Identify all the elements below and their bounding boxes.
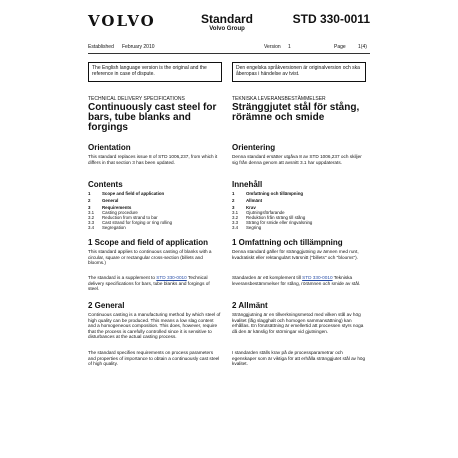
english-scope-heading: 1 Scope and field of application <box>88 238 209 247</box>
swedish-supplement-text-post: Tekniska leveransbestämmelser för stång, rörämnen och smide av stål. <box>232 275 361 286</box>
toc-entry-title: Cast strand for forging or ring rolling <box>102 220 173 225</box>
toc-entry-title: Gjutningsförfarande <box>246 210 285 215</box>
swedish-contents-heading: Innehåll <box>232 180 263 189</box>
swedish-spec-label: TEKNISKA LEVERANSBESTÄMMELSER <box>232 96 326 102</box>
english-spec-label: TECHNICAL DELIVERY SPECIFICATIONS <box>88 96 185 102</box>
swedish-orientation-text: Denna standard ersätter utgåva 8 av STD 1006,237 och skiljer sig från denna genom att avsnitt 3.1 har uppdaterats. <box>232 154 362 165</box>
swedish-toc-entry[interactable] <box>232 198 366 203</box>
swedish-toc-entry[interactable] <box>232 225 366 230</box>
english-supplement-text-pre: The standard is a supplement to <box>88 275 157 280</box>
toc-entry-number: 3.2 <box>232 215 239 220</box>
toc-entry-title: Allmänt <box>246 198 263 203</box>
english-supplement-paragraph <box>88 275 222 297</box>
toc-entry-number: 3.1 <box>232 210 239 215</box>
swedish-scope-paragraph: Denna standard gäller för stränggjutning av ämnen med runt, kvadratiskt eller rektangulärt tvärsnitt ("billets" och "blooms"). <box>232 249 359 260</box>
toc-entry-number: 1 <box>232 191 235 196</box>
standard-number: STD 330-0011 <box>292 12 370 26</box>
document-type-title: Standard <box>200 12 253 26</box>
volvo-logo: VOLVO <box>88 12 156 30</box>
english-document-title: Continuously cast steel for bars, tube blanks and forgings <box>88 102 217 133</box>
document-header <box>0 12 458 42</box>
toc-entry-number: 3 <box>232 205 235 210</box>
organization-name: Volvo Group <box>209 26 245 32</box>
toc-entry-number: 1 <box>88 191 91 196</box>
english-contents-heading: Contents <box>88 180 123 189</box>
swedish-column <box>232 62 366 371</box>
swedish-general-heading: 2 Allmänt <box>232 301 268 310</box>
english-toc-entry[interactable] <box>88 191 222 196</box>
toc-entry-number: 3.4 <box>232 225 239 230</box>
swedish-table-of-contents <box>232 191 366 230</box>
swedish-supplement-text-pre: Standarden är ett komplement till <box>232 275 303 280</box>
swedish-orientation-heading: Orientering <box>232 143 276 152</box>
swedish-scope-heading: 1 Omfattning och tillämpning <box>232 238 343 247</box>
english-language-notice: The English language version is the original and the reference in case of dispute. <box>88 62 222 82</box>
toc-entry-title: Reduction from strand to bar <box>102 215 158 220</box>
toc-entry-title: Sträng för smide eller ringvalsning <box>246 220 313 225</box>
toc-entry-title: General <box>102 198 119 203</box>
established-label: Established <box>88 44 114 50</box>
swedish-supplement-paragraph <box>232 275 366 297</box>
document-meta-row <box>88 44 370 52</box>
header-divider <box>88 53 370 54</box>
english-general-heading: 2 General <box>88 301 125 310</box>
toc-entry-title: Omfattning och tillämpning <box>246 191 304 196</box>
toc-entry-title: Scope and field of application <box>102 191 165 196</box>
toc-entry-number: 2 <box>232 198 235 203</box>
swedish-document-title: Stränggjutet stål för stång, rörämne och smide <box>232 102 360 123</box>
page-value: 1(4) <box>358 44 367 50</box>
established-date: February 2010 <box>122 44 155 50</box>
page-label: Page <box>334 44 346 50</box>
english-scope-paragraph: This standard applies to continuous casting of blanks with a circular, square or rectangular cross-section (billets and blooms.) <box>88 249 212 266</box>
toc-entry-title: Casting procedure <box>102 210 138 215</box>
english-supplement-text-post: Technical delivery specifications for bars, tube blanks and forgings of steel. <box>88 275 210 292</box>
toc-entry-title: Requirements <box>102 205 132 210</box>
toc-entry-title: Segring <box>246 225 262 230</box>
toc-entry-number: 3.3 <box>88 220 95 225</box>
english-table-of-contents <box>88 191 222 230</box>
version-label: Version <box>264 44 281 50</box>
english-general-paragraph-2: The standard specifies requirements on process parameters and properties of importance to obtain a continuously cast steel of high quality. <box>88 350 220 367</box>
toc-entry-title: Segregation <box>102 225 126 230</box>
english-orientation-heading: Orientation <box>88 143 131 152</box>
toc-entry-number: 3.3 <box>232 220 239 225</box>
english-std-330-0010-link[interactable]: STD 330-0010 <box>156 275 187 280</box>
swedish-toc-entry[interactable] <box>232 191 366 196</box>
english-toc-entry[interactable] <box>88 225 222 230</box>
version-value: 1 <box>288 44 291 50</box>
swedish-general-paragraph-2: I standarden ställs krav på de processparametrar och egenskaper som är viktiga för att erhålla stränggjutet stål av hög kvalitet. <box>232 350 366 367</box>
toc-entry-number: 2 <box>88 198 91 203</box>
toc-entry-number: 3.1 <box>88 210 95 215</box>
toc-entry-number: 3 <box>88 205 91 210</box>
swedish-std-330-0010-link[interactable]: STD 330-0010 <box>302 275 333 280</box>
swedish-general-paragraph-1: Stränggjutning är en tillverkningsmetod med vilken stål av hög kvalitet (låg slagghalt och homogen sammansättning) kan erhållas. En förutsättning är emellertid att processen styrs noga då den är känslig för störningar vid gjutningen. <box>232 312 364 334</box>
english-orientation-text: This standard replaces issue 8 of STD 1006,237, from which it differs in that section 3 has been updated. <box>88 154 218 165</box>
toc-entry-title: Krav <box>246 205 256 210</box>
toc-entry-title: Reduktion från sträng till stång <box>246 215 306 220</box>
toc-entry-number: 3.4 <box>88 225 95 230</box>
english-column <box>88 62 222 371</box>
english-toc-entry[interactable] <box>88 198 222 203</box>
english-general-paragraph-1: Continuous casting is a manufacturing method by which steel of high quality can be produced. This means a low slag content and a homogeneous composition. This does, however, require that the process is carefully controlled since it is sensitive to disturbances at the actual casting process. <box>88 312 221 340</box>
swedish-language-notice: Den engelska språkversionen är originalversion och ska åberopas i händelse av tvist. <box>232 62 366 82</box>
toc-entry-number: 3.2 <box>88 215 95 220</box>
